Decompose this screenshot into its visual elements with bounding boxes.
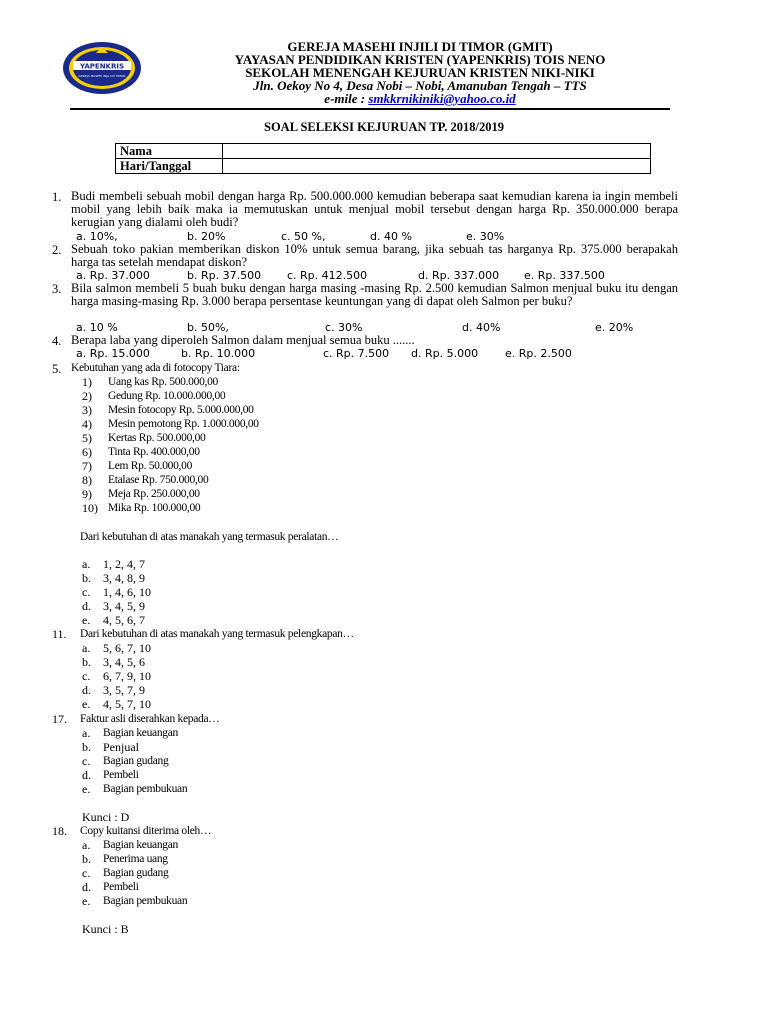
q5-option-label: b. [82,571,91,585]
q5-option-text: 4, 5, 6, 7 [103,613,145,627]
q17-option-text: Bagian pembukuan [103,783,188,795]
q17-option-label: c. [82,754,91,768]
student-id-table [115,143,651,174]
q4-option-c: c. Rp. 7.500 [323,347,390,360]
q17-option-text: Penjual [103,740,139,754]
q18-option-text: Penerima uang [103,853,168,865]
q5-option-label: e. [82,613,91,627]
q2-text: Sebuah toko pakian memberikan diskon 10% untuk semua barang, jika sebuah tas harganya Rp. 375.000 berapakah harga tas setelah mendapat diskon? [71,242,678,269]
q17-option-label: b. [82,740,91,754]
header-line-1: GEREJA MASEHI INJILI DI TIMOR (GMIT) [287,39,553,54]
q3-option-e: e. 20% [595,321,634,334]
header-divider [70,108,670,110]
q4-option-a: a. Rp. 15.000 [76,347,150,360]
q5-item-text: Kertas Rp. 500.000,00 [108,432,206,444]
q17-option-text: Pembeli [103,769,139,781]
q5-option-label: a. [82,557,91,571]
q11-option-label: b. [82,655,91,669]
q5-option-text: 3, 4, 5, 9 [103,599,145,613]
q2-option-c: c. Rp. 412.500 [287,269,368,282]
q5-item-number: 1) [82,375,92,389]
q17-answer-key: Kunci : D [82,810,130,824]
q5-option-label: c. [82,585,91,599]
q5-item-number: 9) [82,487,92,501]
q3-text: Bila salmon membeli 5 buah buku dengan harga masing -masing Rp. 2.500 kemudian Salmon menjual buku itu dengan harga masing-masing Rp. 3.000 berapa persentase keuntungan yang di dapat oleh Salmon per buku? [71,281,678,308]
q1-option-e: e. 30% [466,230,505,243]
q5-item-text: Lem Rp. 50.000,00 [108,460,193,472]
header-address: Jln. Oekoy No 4, Desa Nobi – Nobi, Amanuban Tengah – TTS [253,78,587,93]
q4-number: 4. [52,334,62,348]
q11-option-text: 4, 5, 7, 10 [103,697,151,711]
q3-option-a: a. 10 % [76,321,118,334]
q5-item-text: Mesin fotocopy Rp. 5.000.000,00 [108,404,254,416]
q1-option-d: d. 40 % [370,230,412,243]
logo-text: YAPENKRIS [79,62,125,71]
exam-title: SOAL SELEKSI KEJURUAN TP. 2018/2019 [264,120,504,134]
q11-option-text: 5, 6, 7, 10 [103,641,151,655]
q18-number: 18. [52,824,67,838]
q11-option-label: c. [82,669,91,683]
q11-text: Dari kebutuhan di atas manakah yang termasuk pelengkapan… [80,628,354,640]
date-field[interactable] [223,159,651,174]
q1-number: 1. [52,190,62,204]
q5-item-number: 7) [82,459,92,473]
q5-number: 5. [52,362,62,376]
date-label: Hari/Tanggal [116,159,223,174]
q18-text: Copy kuitansi diterima oleh… [80,825,212,837]
q5-item-text: Mesin pemotong Rp. 1.000.000,00 [108,418,259,430]
q18-option-text: Bagian gudang [103,867,169,879]
q4-option-b: b. Rp. 10.000 [181,347,256,360]
q2-option-e: e. Rp. 337.500 [524,269,605,282]
name-field[interactable] [223,144,651,159]
q11-option-text: 3, 5, 7, 9 [103,683,145,697]
header-line-2: YAYASAN PENDIDIKAN KRISTEN (YAPENKRIS) TOIS NENO [234,52,606,67]
q5-item-number: 3) [82,403,92,417]
q2-option-b: b. Rp. 37.500 [187,269,262,282]
q18-option-text: Pembeli [103,881,139,893]
q4-text: Berapa laba yang diperoleh Salmon dalam menjual semua buku ....... [71,333,415,347]
q11-option-label: a. [82,641,91,655]
q11-number: 11. [52,627,67,641]
q5-item-text: Meja Rp. 250.000,00 [108,488,200,500]
q1-option-c: c. 50 %, [281,230,326,243]
q5-question: Dari kebutuhan di atas manakah yang termasuk peralatan… [80,531,339,543]
name-label: Nama [116,144,223,159]
q2-number: 2. [52,243,62,257]
q18-option-label: d. [82,880,91,894]
q18-option-label: b. [82,852,91,866]
q5-item-text: Mika Rp. 100.000,00 [108,502,201,514]
q5-option-label: d. [82,599,91,613]
q5-text: Kebutuhan yang ada di fotocopy Tiara: [71,362,240,374]
q18-option-label: c. [82,866,91,880]
q5-item-number: 4) [82,417,92,431]
q18-option-label: e. [82,894,91,908]
q5-item-number: 8) [82,473,92,487]
q5-option-text: 1, 2, 4, 7 [103,557,145,571]
q1-option-b: b. 20% [187,230,226,243]
q3-option-c: c. 30% [325,321,363,334]
q5-item-number: 10) [82,501,98,515]
q17-option-label: a. [82,726,91,740]
q3-number: 3. [52,282,62,296]
q4-option-d: d. Rp. 5.000 [411,347,479,360]
q11-option-text: 3, 4, 5, 6 [103,655,145,669]
q5-item-text: Tinta Rp. 400.000,00 [108,446,200,458]
q1-option-a: a. 10%, [76,230,118,243]
email-link[interactable]: smkkrnikiniki@yahoo.co.id [368,91,516,106]
q17-number: 17. [52,712,67,726]
q17-text: Faktur asli diserahkan kepada… [80,713,220,725]
q5-item-text: Gedung Rp. 10.000.000,00 [108,390,226,402]
school-header [150,40,690,105]
q18-option-text: Bagian keuangan [103,839,179,851]
q1-text: Budi membeli sebuah mobil dengan harga Rp. 500.000.000 kemudian beberapa saat kemudian karena ia ingin membeli mobil yang lebih baik maka ia memutuskan untuk menjual mobil tersebut dengan harga Rp. 350.000.000 berapa kerugian yang dialami oleh budi? [71,189,678,229]
q17-option-label: e. [82,782,91,796]
q11-option-label: e. [82,697,91,711]
email-label: e-mile : [324,91,369,106]
q5-item-number: 5) [82,431,92,445]
q5-item-text: Etalase Rp. 750.000,00 [108,474,209,486]
q18-option-label: a. [82,838,91,852]
q17-option-text: Bagian gudang [103,755,169,767]
q4-option-e: e. Rp. 2.500 [505,347,572,360]
q18-answer-key: Kunci : B [82,922,129,936]
header-email-line [150,92,690,105]
q17-option-label: d. [82,768,91,782]
q5-item-text: Uang kas Rp. 500.000,00 [108,376,219,388]
q5-option-text: 3, 4, 8, 9 [103,571,145,585]
q5-option-text: 1, 4, 6, 10 [103,585,151,599]
logo-subtext: GEREJA MASEHI INJILI DI TIMOR [78,74,126,78]
q5-item-number: 6) [82,445,92,459]
q17-option-text: Bagian keuangan [103,727,179,739]
q11-option-label: d. [82,683,91,697]
q11-option-text: 6, 7, 9, 10 [103,669,151,683]
q3-option-d: d. 40% [462,321,501,334]
q18-option-text: Bagian pembukuan [103,895,188,907]
q5-item-number: 2) [82,389,92,403]
q2-option-a: a. Rp. 37.000 [76,269,150,282]
q3-option-b: b. 50%, [187,321,229,334]
yapenkris-logo [62,41,142,95]
q2-option-d: d. Rp. 337.000 [418,269,500,282]
header-line-3: SEKOLAH MENENGAH KEJURUAN KRISTEN NIKI-NIKI [245,65,595,80]
